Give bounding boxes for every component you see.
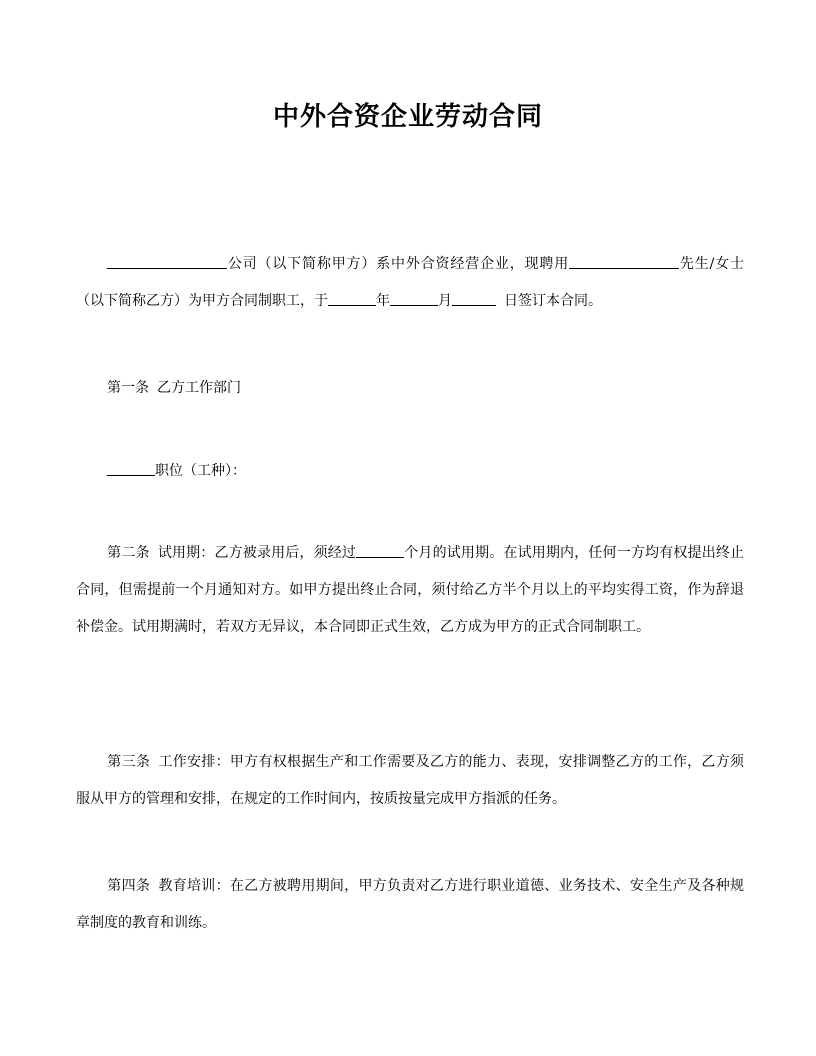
article-4 (76, 868, 744, 942)
article-3-heading: 第三条 (107, 754, 151, 770)
company-name-blank (107, 254, 227, 269)
year-blank (328, 291, 376, 306)
article-1-heading: 第一条 (107, 380, 149, 396)
article-2 (76, 535, 744, 646)
article-4-heading: 第四条 (107, 878, 151, 894)
intro-paragraph (76, 246, 744, 320)
probation-months-blank (356, 543, 404, 558)
intro-text-1: 公司（以下简称甲方）系中外合资经营企业，现聘用 (227, 256, 570, 272)
month-blank (390, 291, 438, 306)
intro-text-2: 先生/女士（以下简称乙方）为甲方合同制职工，于 (76, 256, 744, 309)
document-title: 中外合资企业劳动合同 (272, 102, 543, 132)
article-4-text: 教育培训：在乙方被聘用期间，甲方负责对乙方进行职业道德、业务技术、安全生产及各种规章制度的教育和训练。 (76, 878, 744, 931)
month-label: 月 (438, 293, 452, 309)
article-1 (76, 370, 744, 407)
position-text: 职位（工种）： (155, 463, 246, 479)
department-blank (107, 461, 155, 476)
day-blank (452, 291, 496, 306)
article-3 (76, 744, 744, 818)
article-2-text-2: 个月的试用期。在试用期内，任何一方均有权提出终止合同，但需提前一个月通知对方。如甲方提出终止合同，须付给乙方半个月以上的平均实得工资，作为辞退补偿金。试用期满时，若双方无异议，本合同即正式生效，乙方成为甲方的正式合同制职工。 (76, 545, 745, 635)
employee-name-blank (569, 254, 679, 269)
article-2-text-1: 试用期：乙方被录用后，须经过 (157, 545, 357, 561)
article-3-text: 工作安排：甲方有权根据生产和工作需要及乙方的能力、表现，安排调整乙方的工作，乙方须服从甲方的管理和安排，在规定的工作时间内，按质按量完成甲方指派的任务。 (76, 754, 744, 807)
position-line (76, 453, 744, 490)
article-2-heading: 第二条 (107, 545, 150, 561)
article-1-text: 乙方工作部门 (157, 380, 241, 396)
year-label: 年 (376, 293, 390, 309)
intro-text-3: 日签订本合同。 (504, 293, 602, 309)
